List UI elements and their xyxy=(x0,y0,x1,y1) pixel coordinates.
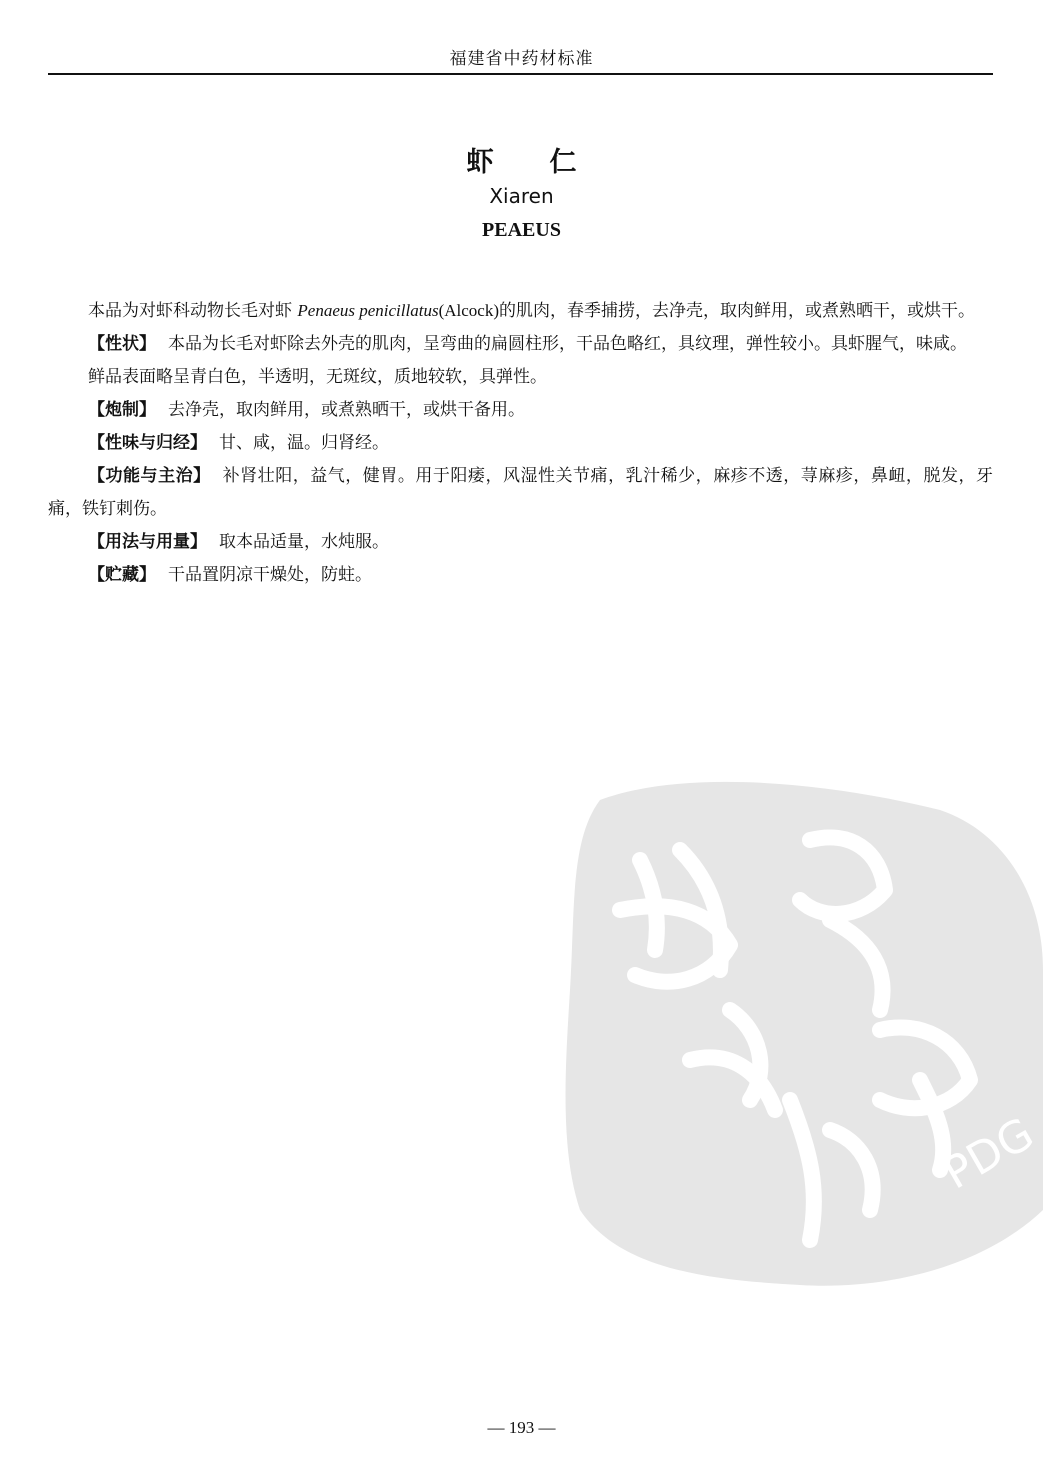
characteristics-paragraph xyxy=(48,328,993,361)
characteristics-label: 【性状】 xyxy=(88,334,156,354)
intro-text-before: 本品为对虾科动物长毛对虾 xyxy=(88,301,298,321)
processing-paragraph xyxy=(48,394,993,427)
indications-text: 补肾壮阳，益气，健胃。用于阳痿，风湿性关节痛，乳汁稀少，麻疹不透，荨麻疹，鼻衄，脱发，牙痛，铁钉刺伤。 xyxy=(48,466,993,519)
properties-label: 【性味与归经】 xyxy=(88,433,207,453)
intro-paragraph xyxy=(48,294,993,328)
characteristics-fresh-text: 鲜品表面略呈青白色，半透明，无斑纹，质地较软，具弹性。 xyxy=(88,367,547,387)
page-number: — 193 — xyxy=(487,1418,556,1437)
characteristics-text: 本品为长毛对虾除去外壳的肌肉，呈弯曲的扁圆柱形，干品色略红，具纹理，弹性较小。具虾腥气，味咸。 xyxy=(168,334,967,354)
storage-text: 干品置阴凉干燥处，防蛀。 xyxy=(168,565,372,585)
watermark-text: PDG xyxy=(935,1108,1043,1200)
storage-label: 【贮藏】 xyxy=(88,565,156,585)
usage-label: 【用法与用量】 xyxy=(88,532,207,552)
title-pinyin: Xiaren xyxy=(489,184,554,208)
species-author: (Alcock) xyxy=(438,301,499,320)
latin-species-name: Penaeus penicillatus xyxy=(297,301,439,320)
indications-paragraph xyxy=(48,460,993,526)
processing-label: 【炮制】 xyxy=(88,400,156,420)
usage-text: 取本品适量，水炖服。 xyxy=(219,532,389,552)
intro-text-after: 的肌肉，春季捕捞，去净壳，取肉鲜用，或煮熟晒干，或烘干。 xyxy=(499,301,975,321)
monograph-body xyxy=(48,294,993,592)
properties-paragraph xyxy=(48,427,993,460)
title-chinese: 虾仁 xyxy=(466,147,633,178)
title-latin: PEAEUS xyxy=(482,219,561,241)
watermark-seal xyxy=(560,770,1043,1290)
header-rule xyxy=(48,73,993,75)
indications-label: 【功能与主治】 xyxy=(88,466,211,486)
usage-paragraph xyxy=(48,526,993,559)
running-header: 福建省中药材标准 xyxy=(449,49,594,69)
characteristics-fresh-paragraph xyxy=(48,361,993,394)
processing-text: 去净壳，取肉鲜用，或煮熟晒干，或烘干备用。 xyxy=(168,400,525,420)
storage-paragraph xyxy=(48,559,993,592)
properties-text: 甘、咸，温。归肾经。 xyxy=(219,433,389,453)
